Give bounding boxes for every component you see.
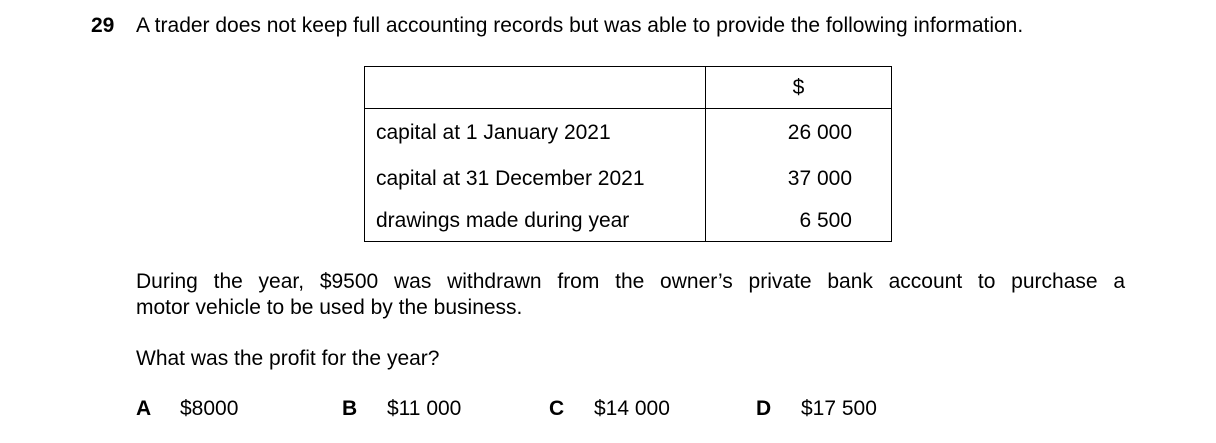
question-stem: A trader does not keep full accounting records but was able to provide the following information. — [136, 14, 1024, 37]
option-value: $17 500 — [801, 397, 877, 420]
option-value: $14 000 — [594, 397, 670, 420]
option-letter: D — [756, 397, 772, 420]
paragraph-line-1: During the year, $9500 was withdrawn from the owner’s private bank account to purchase a — [136, 270, 1125, 293]
row-amount: 6 500 — [706, 201, 892, 242]
currency-header: $ — [706, 67, 892, 109]
table-header-row — [365, 67, 892, 109]
row-amount: 26 000 — [706, 109, 892, 158]
table-row — [365, 201, 892, 242]
option-value: $8000 — [180, 397, 239, 420]
table-row — [365, 157, 892, 201]
table-header-label-cell — [365, 67, 706, 109]
option-a[interactable] — [136, 397, 238, 421]
paragraph-line-2: motor vehicle to be used by the business. — [136, 296, 523, 319]
option-c[interactable] — [549, 397, 670, 421]
option-b[interactable] — [342, 397, 461, 421]
option-d[interactable] — [756, 397, 877, 421]
information-table — [364, 66, 892, 242]
option-letter: A — [136, 397, 152, 420]
row-label: drawings made during year — [365, 201, 706, 242]
option-letter: B — [342, 397, 358, 420]
question-prompt: What was the profit for the year? — [136, 347, 440, 370]
row-amount: 37 000 — [706, 157, 892, 201]
option-letter: C — [549, 397, 565, 420]
option-value: $11 000 — [387, 397, 462, 420]
scenario-paragraph — [136, 269, 1125, 321]
row-label: capital at 31 December 2021 — [365, 157, 706, 201]
question-number: 29 — [91, 14, 115, 37]
row-label: capital at 1 January 2021 — [365, 109, 706, 158]
table-row — [365, 109, 892, 158]
